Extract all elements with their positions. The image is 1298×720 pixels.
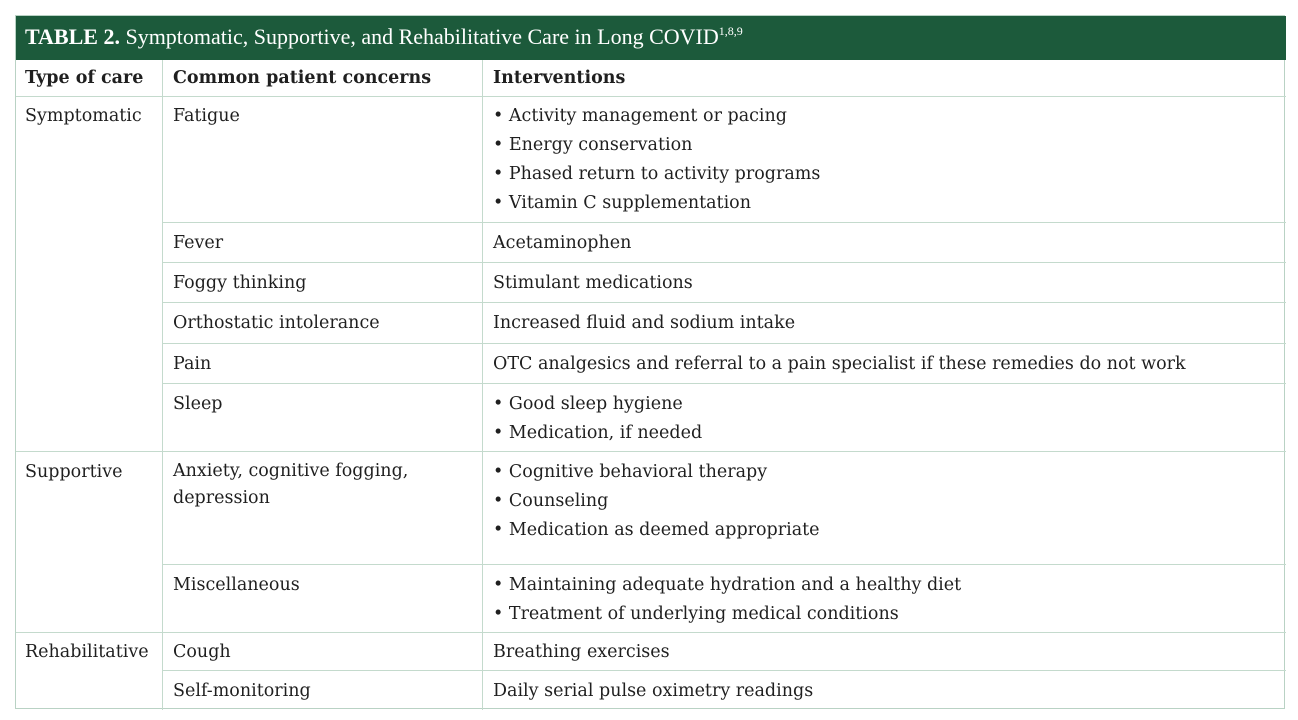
concern-fever: Fever <box>173 233 224 253</box>
intervention-self-monitoring: Daily serial pulse oximetry readings <box>493 681 814 701</box>
header-interventions: Interventions <box>493 68 626 88</box>
intervention-fever: Acetaminophen <box>493 233 632 253</box>
row-divider <box>162 383 1286 384</box>
concern-sleep: Sleep <box>173 394 223 414</box>
row-divider <box>16 451 1286 452</box>
list-item: • Treatment of underlying medical conditions <box>493 600 961 629</box>
concern-self-monitoring: Self-monitoring <box>173 681 311 701</box>
row-divider <box>162 343 1286 344</box>
row-divider <box>162 670 1286 671</box>
table-number: TABLE 2. <box>25 24 120 49</box>
care-type-rehabilitative: Rehabilitative <box>25 642 149 662</box>
concern-cough: Cough <box>173 642 231 662</box>
list-item: • Good sleep hygiene <box>493 390 702 419</box>
row-divider <box>162 302 1286 303</box>
list-item: • Phased return to activity programs <box>493 160 820 189</box>
list-item: • Vitamin C supplementation <box>493 189 820 218</box>
list-item: • Counseling <box>493 487 820 516</box>
concern-fatigue: Fatigue <box>173 106 240 126</box>
table-title-refs: 1,8,9 <box>718 24 743 38</box>
row-divider <box>162 222 1286 223</box>
list-item: • Medication, if needed <box>493 419 702 448</box>
row-divider <box>162 564 1286 565</box>
intervention-foggy-thinking: Stimulant medications <box>493 273 693 293</box>
list-item: • Medication as deemed appropriate <box>493 516 820 545</box>
care-table <box>15 15 1285 709</box>
list-item: • Maintaining adequate hydration and a healthy diet <box>493 571 961 600</box>
row-divider <box>162 262 1286 263</box>
interventions-anxiety <box>493 458 820 545</box>
concern-pain: Pain <box>173 354 212 374</box>
concern-orthostatic-intolerance: Orthostatic intolerance <box>173 313 380 333</box>
care-type-symptomatic: Symptomatic <box>25 106 142 126</box>
table-title-bar <box>16 16 1286 60</box>
interventions-sleep <box>493 390 702 448</box>
intervention-pain: OTC analgesics and referral to a pain specialist if these remedies do not work <box>493 354 1186 374</box>
row-divider <box>16 96 1286 97</box>
list-item: • Cognitive behavioral therapy <box>493 458 820 487</box>
intervention-cough: Breathing exercises <box>493 642 670 662</box>
table-title <box>25 24 743 50</box>
header-common-concerns: Common patient concerns <box>173 68 432 88</box>
care-type-supportive: Supportive <box>25 462 123 482</box>
column-divider <box>162 60 163 710</box>
list-item: • Energy conservation <box>493 131 820 160</box>
list-item: • Activity management or pacing <box>493 102 820 131</box>
concern-anxiety-cognitive-fogging-depression: Anxiety, cognitive fogging, depression <box>173 461 409 508</box>
concern-miscellaneous: Miscellaneous <box>173 575 300 595</box>
column-divider <box>482 60 483 710</box>
intervention-orthostatic-intolerance: Increased fluid and sodium intake <box>493 313 796 333</box>
header-type-of-care: Type of care <box>25 68 144 88</box>
row-divider <box>16 632 1286 633</box>
table-title-text: Symptomatic, Supportive, and Rehabilitative Care in Long COVID <box>125 24 719 49</box>
concern-foggy-thinking: Foggy thinking <box>173 273 307 293</box>
interventions-fatigue <box>493 102 820 218</box>
interventions-miscellaneous <box>493 571 961 629</box>
